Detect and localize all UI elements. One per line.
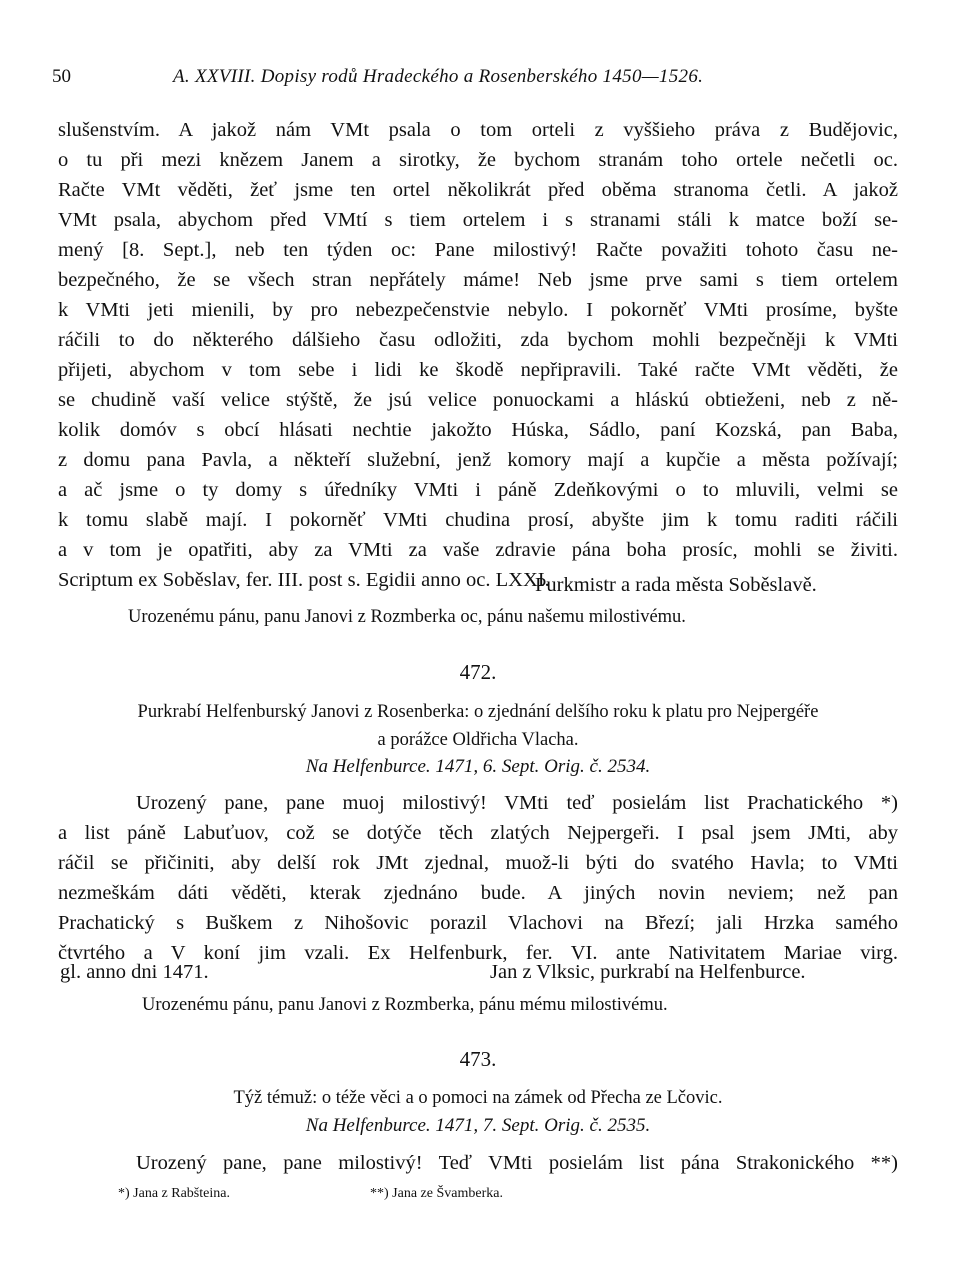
text-line: ráčil se přičiniti, aby delší rok JMt zjednal, muož-li býti do svatého Havla; to VMti	[58, 852, 898, 874]
letter-472-body	[58, 788, 898, 968]
page-number: 50	[52, 66, 71, 87]
letter-471-address: Urozenému pánu, panu Janovi z Rozmberka oc, pánu našemu milostivému.	[128, 607, 686, 627]
footnote-1: *) Jana z Rabšteina.	[118, 1186, 230, 1201]
text-line: nezmeškám dáti věděti, kterak zjednáno bude. A jiných novin neviem; než pan	[58, 882, 898, 904]
text-line: VMt psala, abychom před VMtí s tiem ortelem i s stranami stáli k matce boží se-	[58, 209, 898, 231]
text-line: a list páně Labuťuov, což se dotýče těch zlatých Nejpergeři. I psal jsem JMti, aby	[58, 822, 898, 844]
letter-472-number: 472.	[459, 660, 497, 684]
letter-472-dateline: Na Helfenburce. 1471, 6. Sept. Orig. č. 2534.	[305, 756, 651, 777]
text-line: bezpečného, že se všech stran nepřátely máme! Neb jsme prve sami s tiem ortelem	[58, 269, 898, 291]
running-title: A. XXVIII. Dopisy rodů Hradeckého a Rosenberského 1450—1526.	[173, 66, 704, 87]
text-line: Prachatický s Buškem z Nihošovic porazil Vlachovi na Březí; jali Hrzka samého	[58, 912, 898, 934]
letter-472-address: Urozenému pánu, panu Janovi z Rozmberka, pánu mému milostivému.	[142, 995, 668, 1015]
text-line: Urozený pane, pane muoj milostivý! VMti teď posielám list Prachatického *)	[136, 792, 898, 814]
text-line: a v tom je opatřiti, aby za VMti za vaše zdravie pána boha prosíc, mohli se živiti.	[58, 539, 898, 561]
text-line: se chudině vaší velice stýště, že jsú velice ponuockami a hláskú obtieženi, neb z ně-	[58, 389, 898, 411]
letter-472-signature: Jan z Vlksic, purkrabí na Helfenburce.	[490, 961, 806, 983]
page-header	[52, 66, 898, 96]
text-line: a ač jsme o ty domy s úředníky VMti i páně Zdeňkovými o to mluvili, velmi se	[58, 479, 898, 501]
summary-line: Purkrabí Helfenburský Janovi z Rosenberka: o zjednání delšího roku k platu pro Nejpergéře	[137, 702, 819, 722]
letter-472-last-line: gl. anno dni 1471.	[60, 961, 209, 983]
text-line: Scriptum ex Soběslav, fer. III. post s. Egidii anno oc. LXXI.	[58, 569, 550, 591]
text-line: Račte VMt věděti, žeť jsme ten ortel několikrát před oběma stranoma četli. A jakož	[58, 179, 898, 201]
letter-473-body	[58, 1148, 898, 1178]
text-line: Urozený pane, pane milostivý! Teď VMti posielám list pána Strakonického **)	[136, 1152, 898, 1174]
text-line: o tu při mezi knězem Janem a sirotky, že bychom stranám toho ortele nečetli oc.	[58, 149, 898, 171]
letter-472-summary	[58, 698, 898, 754]
text-line: kolik domóv s obcí hlásati nechtie jakožto Húska, Sádlo, paní Kozská, pan Baba,	[58, 419, 898, 441]
text-line: ráčili to do některého dálšieho času odložiti, zda bychom mohli bezpečněji k VMti	[58, 329, 898, 351]
text-line: z domu pana Pavla, a někteří služební, jenž komory mají a kupčie a města požívají;	[58, 449, 898, 471]
text-line: slušenstvím. A jakož nám VMt psala o tom orteli z vyššieho práva z Budějovic,	[58, 119, 898, 141]
text-line: k VMti jeti mienili, by pro nebezpečenstvie nebylo. I pokorněť VMti prosíme, byšte	[58, 299, 898, 321]
text-line: čtvrtého a V koní jim vzali. Ex Helfenburk, fer. VI. ante Nativitatem Mariae virg.	[58, 942, 898, 964]
letter-471-body	[58, 115, 898, 595]
letter-473-dateline: Na Helfenburce. 1471, 7. Sept. Orig. č. 2535.	[305, 1115, 651, 1136]
letter-473-summary: Týž témuž: o téže věci a o pomoci na zámek od Přecha ze Lčovic.	[233, 1088, 723, 1108]
text-line: k tomu slabě mají. I pokorněť VMti chudina prosí, abyšte jim k tomu raditi ráčili	[58, 509, 898, 531]
footnote-2: **) Jana ze Švamberka.	[370, 1186, 503, 1201]
summary-line: a porážce Oldřicha Vlacha.	[377, 730, 579, 750]
text-line: mený [8. Sept.], neb ten týden oc: Pane milostivý! Račte považiti tohoto času ne-	[58, 239, 898, 261]
text-line: přijeti, abychom v tom sebe i lidi ke škodě nepřipravili. Také račte VMt věděti, že	[58, 359, 898, 381]
letter-473-number: 473.	[459, 1047, 497, 1071]
letter-471-signature: Purkmistr a rada města Soběslavě.	[535, 574, 817, 596]
